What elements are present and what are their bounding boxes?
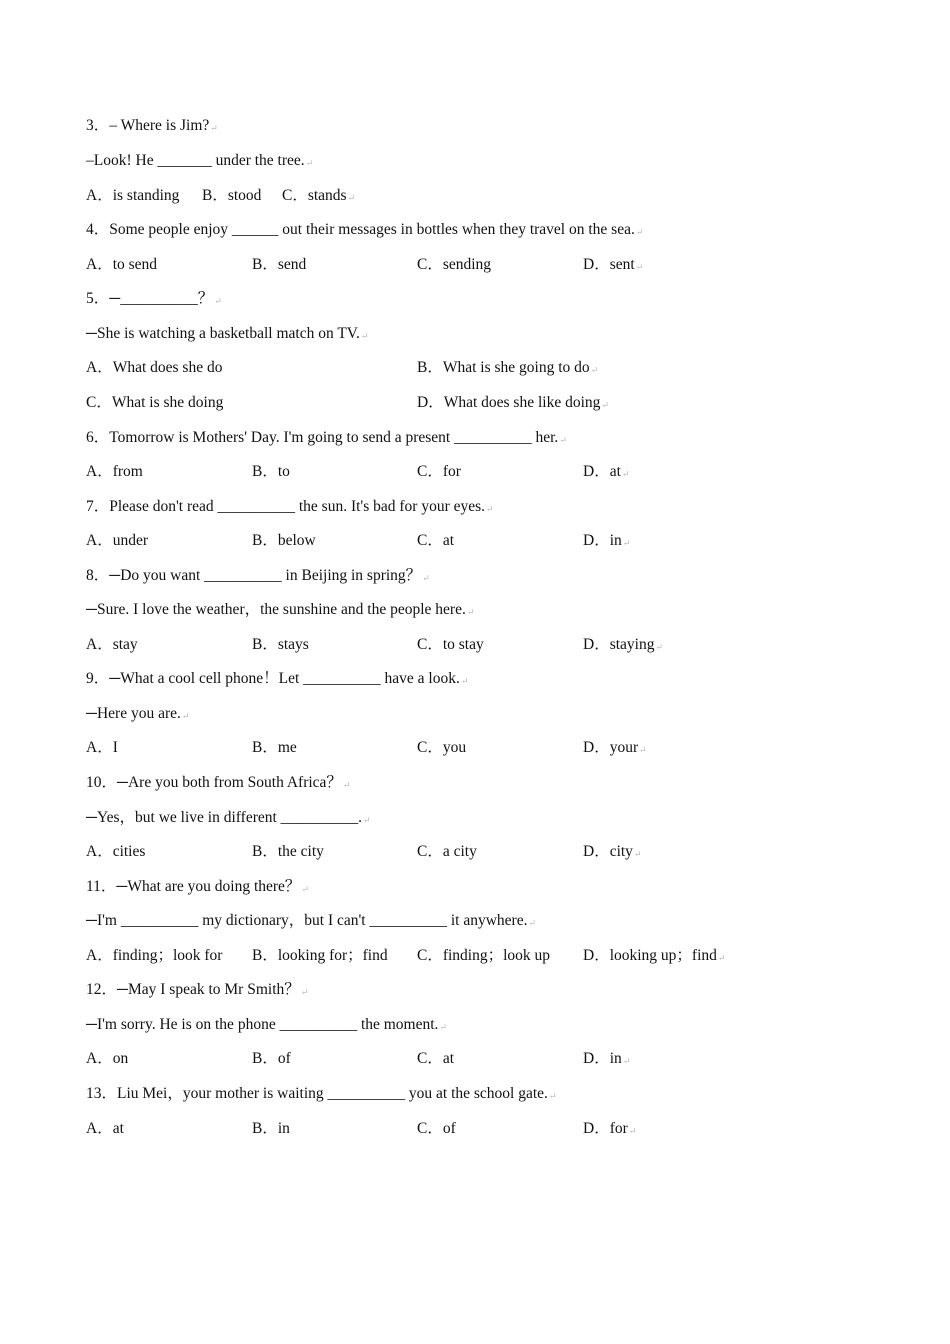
- q10-option-c[interactable]: C．a city: [417, 843, 477, 860]
- paragraph-mark-icon: ↵: [301, 884, 309, 894]
- paragraph-mark-icon: ↵: [460, 676, 469, 686]
- q3-line2: –Look! He _______ under the tree.↵: [86, 152, 314, 169]
- q10-options: [86, 842, 746, 862]
- q13-option-b[interactable]: B．in: [252, 1120, 290, 1137]
- q7-option-b[interactable]: B．below: [252, 532, 316, 549]
- q10-stem: 10．─Are you both from South Africa？↵: [86, 774, 351, 791]
- q8-line2: ─Sure. I love the weather，the sunshine and the people here.↵: [86, 601, 475, 618]
- q13-option-a[interactable]: A．at: [86, 1120, 124, 1137]
- q12-option-d[interactable]: D．in↵: [583, 1050, 631, 1067]
- paragraph-mark-icon: ↵: [601, 400, 609, 410]
- q9-options: [86, 738, 746, 758]
- paragraph-mark-icon: ↵: [717, 953, 726, 963]
- q11-option-d[interactable]: D．looking up；find↵: [583, 947, 726, 964]
- paragraph-mark-icon: ↵: [635, 262, 644, 272]
- q5-options-row2: [86, 393, 746, 413]
- q6-option-c[interactable]: C．for: [417, 463, 461, 480]
- q9-option-a[interactable]: A．I: [86, 739, 118, 756]
- q5-stem: 5．─__________？↵: [86, 290, 222, 307]
- paragraph-mark-icon: ↵: [422, 573, 430, 583]
- q4-options: [86, 255, 746, 275]
- q5-line2: ─She is watching a basketball match on TV.↵: [86, 325, 369, 342]
- q6-option-a[interactable]: A．from: [86, 463, 143, 480]
- paragraph-mark-icon: ↵: [439, 1022, 447, 1032]
- q4-option-d[interactable]: D．sent↵: [583, 256, 644, 273]
- q12-options: [86, 1049, 746, 1069]
- q6-stem: 6．Tomorrow is Mothers' Day. I'm going to send a present __________ her.↵: [86, 429, 567, 446]
- q7-option-c[interactable]: C．at: [417, 532, 455, 549]
- q9-stem: 9．─What a cool cell phone！Let __________ have a look.↵: [86, 670, 469, 687]
- q5-options-row1: [86, 358, 746, 378]
- paragraph-mark-icon: ↵: [622, 1056, 631, 1066]
- q12-option-c[interactable]: C．at: [417, 1050, 455, 1067]
- q7-option-d[interactable]: D．in↵: [583, 532, 631, 549]
- q11-option-a[interactable]: A．finding；look for: [86, 947, 223, 964]
- q8-options: [86, 635, 746, 655]
- q12-line2: ─I'm sorry. He is on the phone __________ the moment.↵: [86, 1016, 447, 1033]
- paragraph-mark-icon: ↵: [486, 504, 494, 514]
- paragraph-mark-icon: ↵: [214, 296, 222, 306]
- q3-option-c[interactable]: C．stands↵: [282, 187, 356, 204]
- paragraph-mark-icon: ↵: [655, 642, 664, 652]
- q4-stem: 4．Some people enjoy ______ out their messages in bottles when they travel on the sea.↵: [86, 221, 644, 238]
- q7-stem: 7．Please don't read __________ the sun. It's bad for your eyes.↵: [86, 498, 494, 515]
- q4-option-c[interactable]: C．sending: [417, 256, 492, 273]
- paragraph-mark-icon: ↵: [559, 435, 567, 445]
- paragraph-mark-icon: ↵: [347, 193, 356, 203]
- q5-option-d[interactable]: D．What does she like doing↵: [417, 394, 609, 411]
- q6-option-d[interactable]: D．at↵: [583, 463, 630, 480]
- q9-option-d[interactable]: D．your↵: [583, 739, 647, 756]
- q10-option-a[interactable]: A．cities: [86, 843, 146, 860]
- paragraph-mark-icon: ↵: [466, 607, 475, 617]
- paragraph-mark-icon: ↵: [621, 469, 630, 479]
- paragraph-mark-icon: ↵: [633, 849, 642, 859]
- q6-option-b[interactable]: B．to: [252, 463, 290, 480]
- q11-line2: ─I'm __________ my dictionary，but I can't __________ it anywhere.↵: [86, 912, 536, 929]
- paragraph-mark-icon: ↵: [622, 538, 631, 548]
- q4-option-b[interactable]: B．send: [252, 256, 307, 273]
- paragraph-mark-icon: ↵: [639, 745, 647, 755]
- paragraph-mark-icon: ↵: [210, 123, 218, 133]
- q6-options: [86, 462, 746, 482]
- q8-option-c[interactable]: C．to stay: [417, 636, 484, 653]
- q12-option-b[interactable]: B．of: [252, 1050, 291, 1067]
- q3-options: [86, 186, 746, 206]
- paragraph-mark-icon: ↵: [548, 1091, 557, 1101]
- q10-line2: ─Yes，but we live in different __________.↵: [86, 809, 371, 826]
- paragraph-mark-icon: ↵: [363, 815, 371, 825]
- q10-option-d[interactable]: D．city↵: [583, 843, 642, 860]
- q8-option-d[interactable]: D．staying↵: [583, 636, 664, 653]
- q3-option-a[interactable]: A．is standing: [86, 187, 180, 204]
- paragraph-mark-icon: ↵: [181, 711, 190, 721]
- q10-option-b[interactable]: B．the city: [252, 843, 324, 860]
- q9-option-b[interactable]: B．me: [252, 739, 297, 756]
- q13-options: [86, 1119, 746, 1139]
- paragraph-mark-icon: ↵: [342, 780, 351, 790]
- q12-stem: 12．─May I speak to Mr Smith？↵: [86, 981, 309, 998]
- q3-stem: 3．– Where is Jim?↵: [86, 117, 218, 134]
- paragraph-mark-icon: ↵: [590, 365, 599, 375]
- q11-options: [86, 946, 746, 966]
- q13-option-c[interactable]: C．of: [417, 1120, 456, 1137]
- q12-option-a[interactable]: A．on: [86, 1050, 129, 1067]
- q11-option-b[interactable]: B．looking for；find: [252, 947, 388, 964]
- paragraph-mark-icon: ↵: [628, 1126, 637, 1136]
- paragraph-mark-icon: ↵: [528, 918, 536, 928]
- paragraph-mark-icon: ↵: [360, 331, 369, 341]
- q13-stem: 13．Liu Mei，your mother is waiting __________ you at the school gate.↵: [86, 1085, 557, 1102]
- paragraph-mark-icon: ↵: [635, 227, 644, 237]
- q11-stem: 11．─What are you doing there？↵: [86, 878, 309, 895]
- q5-option-b[interactable]: B．What is she going to do↵: [417, 359, 599, 376]
- q5-option-c[interactable]: C．What is she doing: [86, 394, 224, 411]
- q3-option-b[interactable]: B．stood: [202, 187, 262, 204]
- paragraph-mark-icon: ↵: [300, 987, 309, 997]
- q7-option-a[interactable]: A．under: [86, 532, 148, 549]
- q7-options: [86, 531, 746, 551]
- q8-option-a[interactable]: A．stay: [86, 636, 138, 653]
- q11-option-c[interactable]: C．finding；look up: [417, 947, 551, 964]
- paragraph-mark-icon: ↵: [305, 158, 314, 168]
- q9-line2: ─Here you are.↵: [86, 705, 190, 722]
- q8-stem: 8．─Do you want __________ in Beijing in spring？↵: [86, 567, 430, 584]
- q5-option-a[interactable]: A．What does she do: [86, 359, 223, 376]
- q4-option-a[interactable]: A．to send: [86, 256, 158, 273]
- q8-option-b[interactable]: B．stays: [252, 636, 309, 653]
- q13-option-d[interactable]: D．for↵: [583, 1120, 637, 1137]
- q9-option-c[interactable]: C．you: [417, 739, 467, 756]
